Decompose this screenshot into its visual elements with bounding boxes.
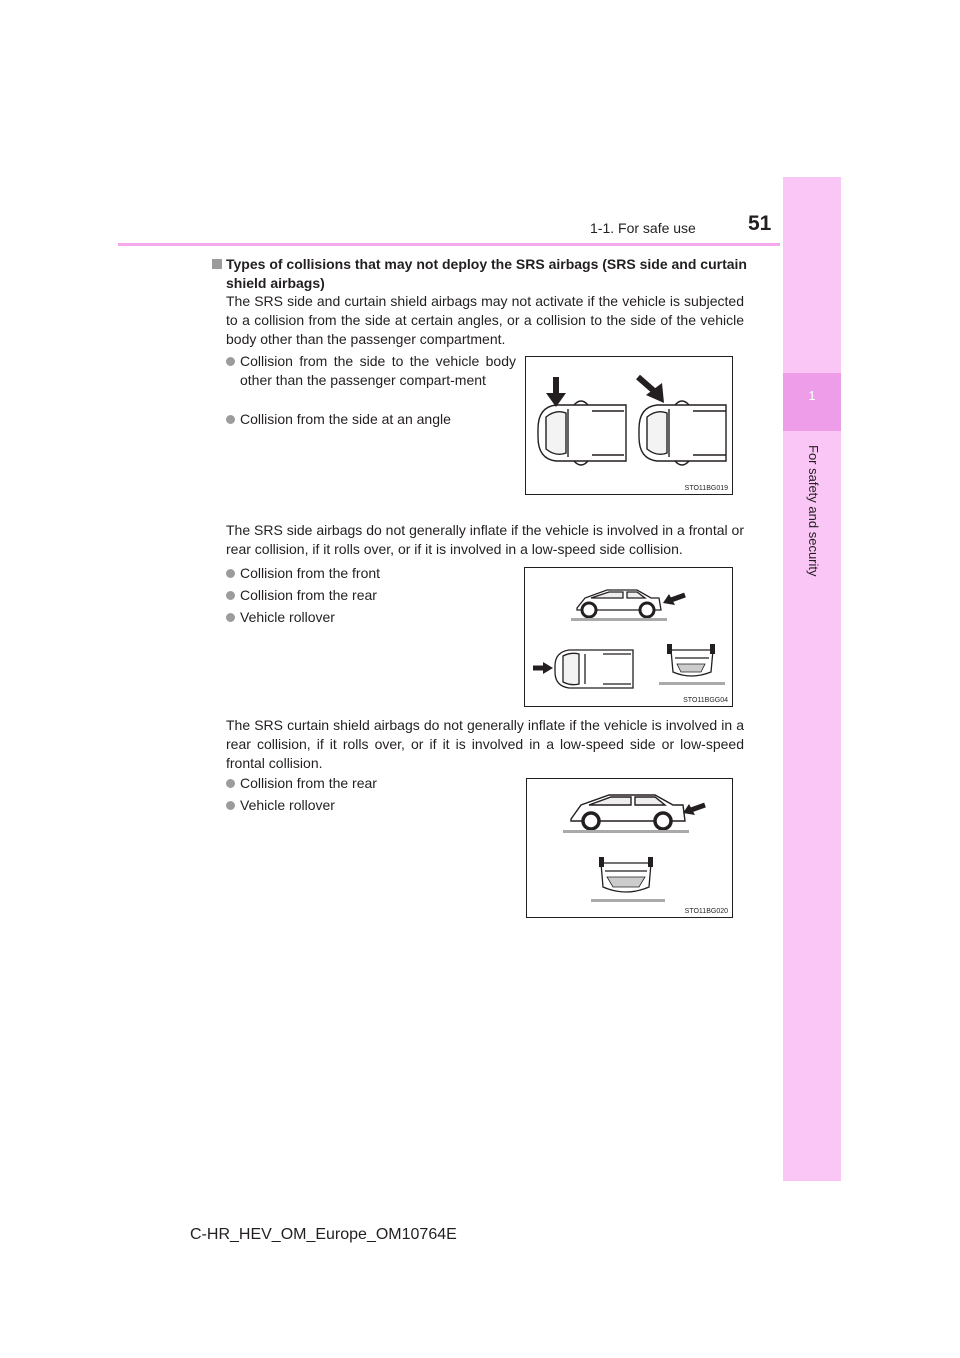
list-item-text: Vehicle rollover: [240, 797, 335, 813]
figure-front-rear-rollover: [524, 567, 733, 707]
figure-code: STO11BGG04: [683, 697, 728, 704]
figure-side-collision: [525, 356, 733, 495]
bullet-dot-icon: [226, 613, 235, 622]
footer-document-id: C-HR_HEV_OM_Europe_OM10764E: [190, 1226, 457, 1243]
section-title: 1-1. For safe use: [590, 220, 696, 236]
front-rear-rollover-illustration: [525, 568, 732, 706]
figure-code: STO11BG019: [684, 485, 728, 492]
chapter-title: For safety and security: [806, 445, 821, 577]
bullet-dot-icon: [226, 591, 235, 600]
rear-rollover-illustration: [527, 779, 732, 917]
list-item: [226, 410, 516, 429]
list-item-text: Collision from the rear: [240, 775, 377, 791]
list-item-text: Vehicle rollover: [240, 609, 335, 625]
list-item-text: Collision from the front: [240, 565, 381, 581]
heading-text: Types of collisions that may not deploy the SRS airbags (SRS side and curtain shield airbags): [226, 256, 747, 291]
list-item: [226, 586, 516, 605]
list-item: [226, 608, 516, 627]
bullet-dot-icon: [226, 415, 235, 424]
paragraph-1: The SRS side and curtain shield airbags may not activate if the vehicle is subjected to a collision from the side at certain angles, or a collision to the side of the vehicle body other than the passenger compartment.: [226, 293, 744, 347]
list-item: [226, 774, 516, 793]
list-item: [226, 564, 516, 583]
list-item-text: Collision from the side to the vehicle body other than the passenger compart-ment: [240, 353, 516, 388]
list-item: [226, 796, 516, 815]
chapter-number: 1: [808, 388, 816, 403]
header-rule: [118, 243, 780, 246]
bullet-dot-icon: [226, 801, 235, 810]
list-item-text: Collision from the side at an angle: [240, 411, 451, 427]
figure-rear-rollover: [526, 778, 733, 918]
bullet-dot-icon: [226, 357, 235, 366]
page-number: 51: [748, 212, 772, 235]
figure-code: STO11BG020: [684, 908, 728, 915]
paragraph-2: The SRS side airbags do not generally inflate if the vehicle is involved in a frontal or rear collision, if it rolls over, or if it is involved in a low-speed side collision.: [226, 522, 744, 557]
side-collision-illustration: [526, 357, 732, 494]
list-item-text: Collision from the rear: [240, 587, 377, 603]
list-item: [226, 352, 516, 390]
bullet-dot-icon: [226, 569, 235, 578]
section-heading: [212, 255, 752, 293]
bullet-dot-icon: [226, 779, 235, 788]
chapter-side-tab: [783, 177, 841, 1181]
paragraph-3: The SRS curtain shield airbags do not generally inflate if the vehicle is involved in a rear collision, if it rolls over, or if it is involved in a low-speed side or low-speed frontal collision.: [226, 717, 744, 771]
